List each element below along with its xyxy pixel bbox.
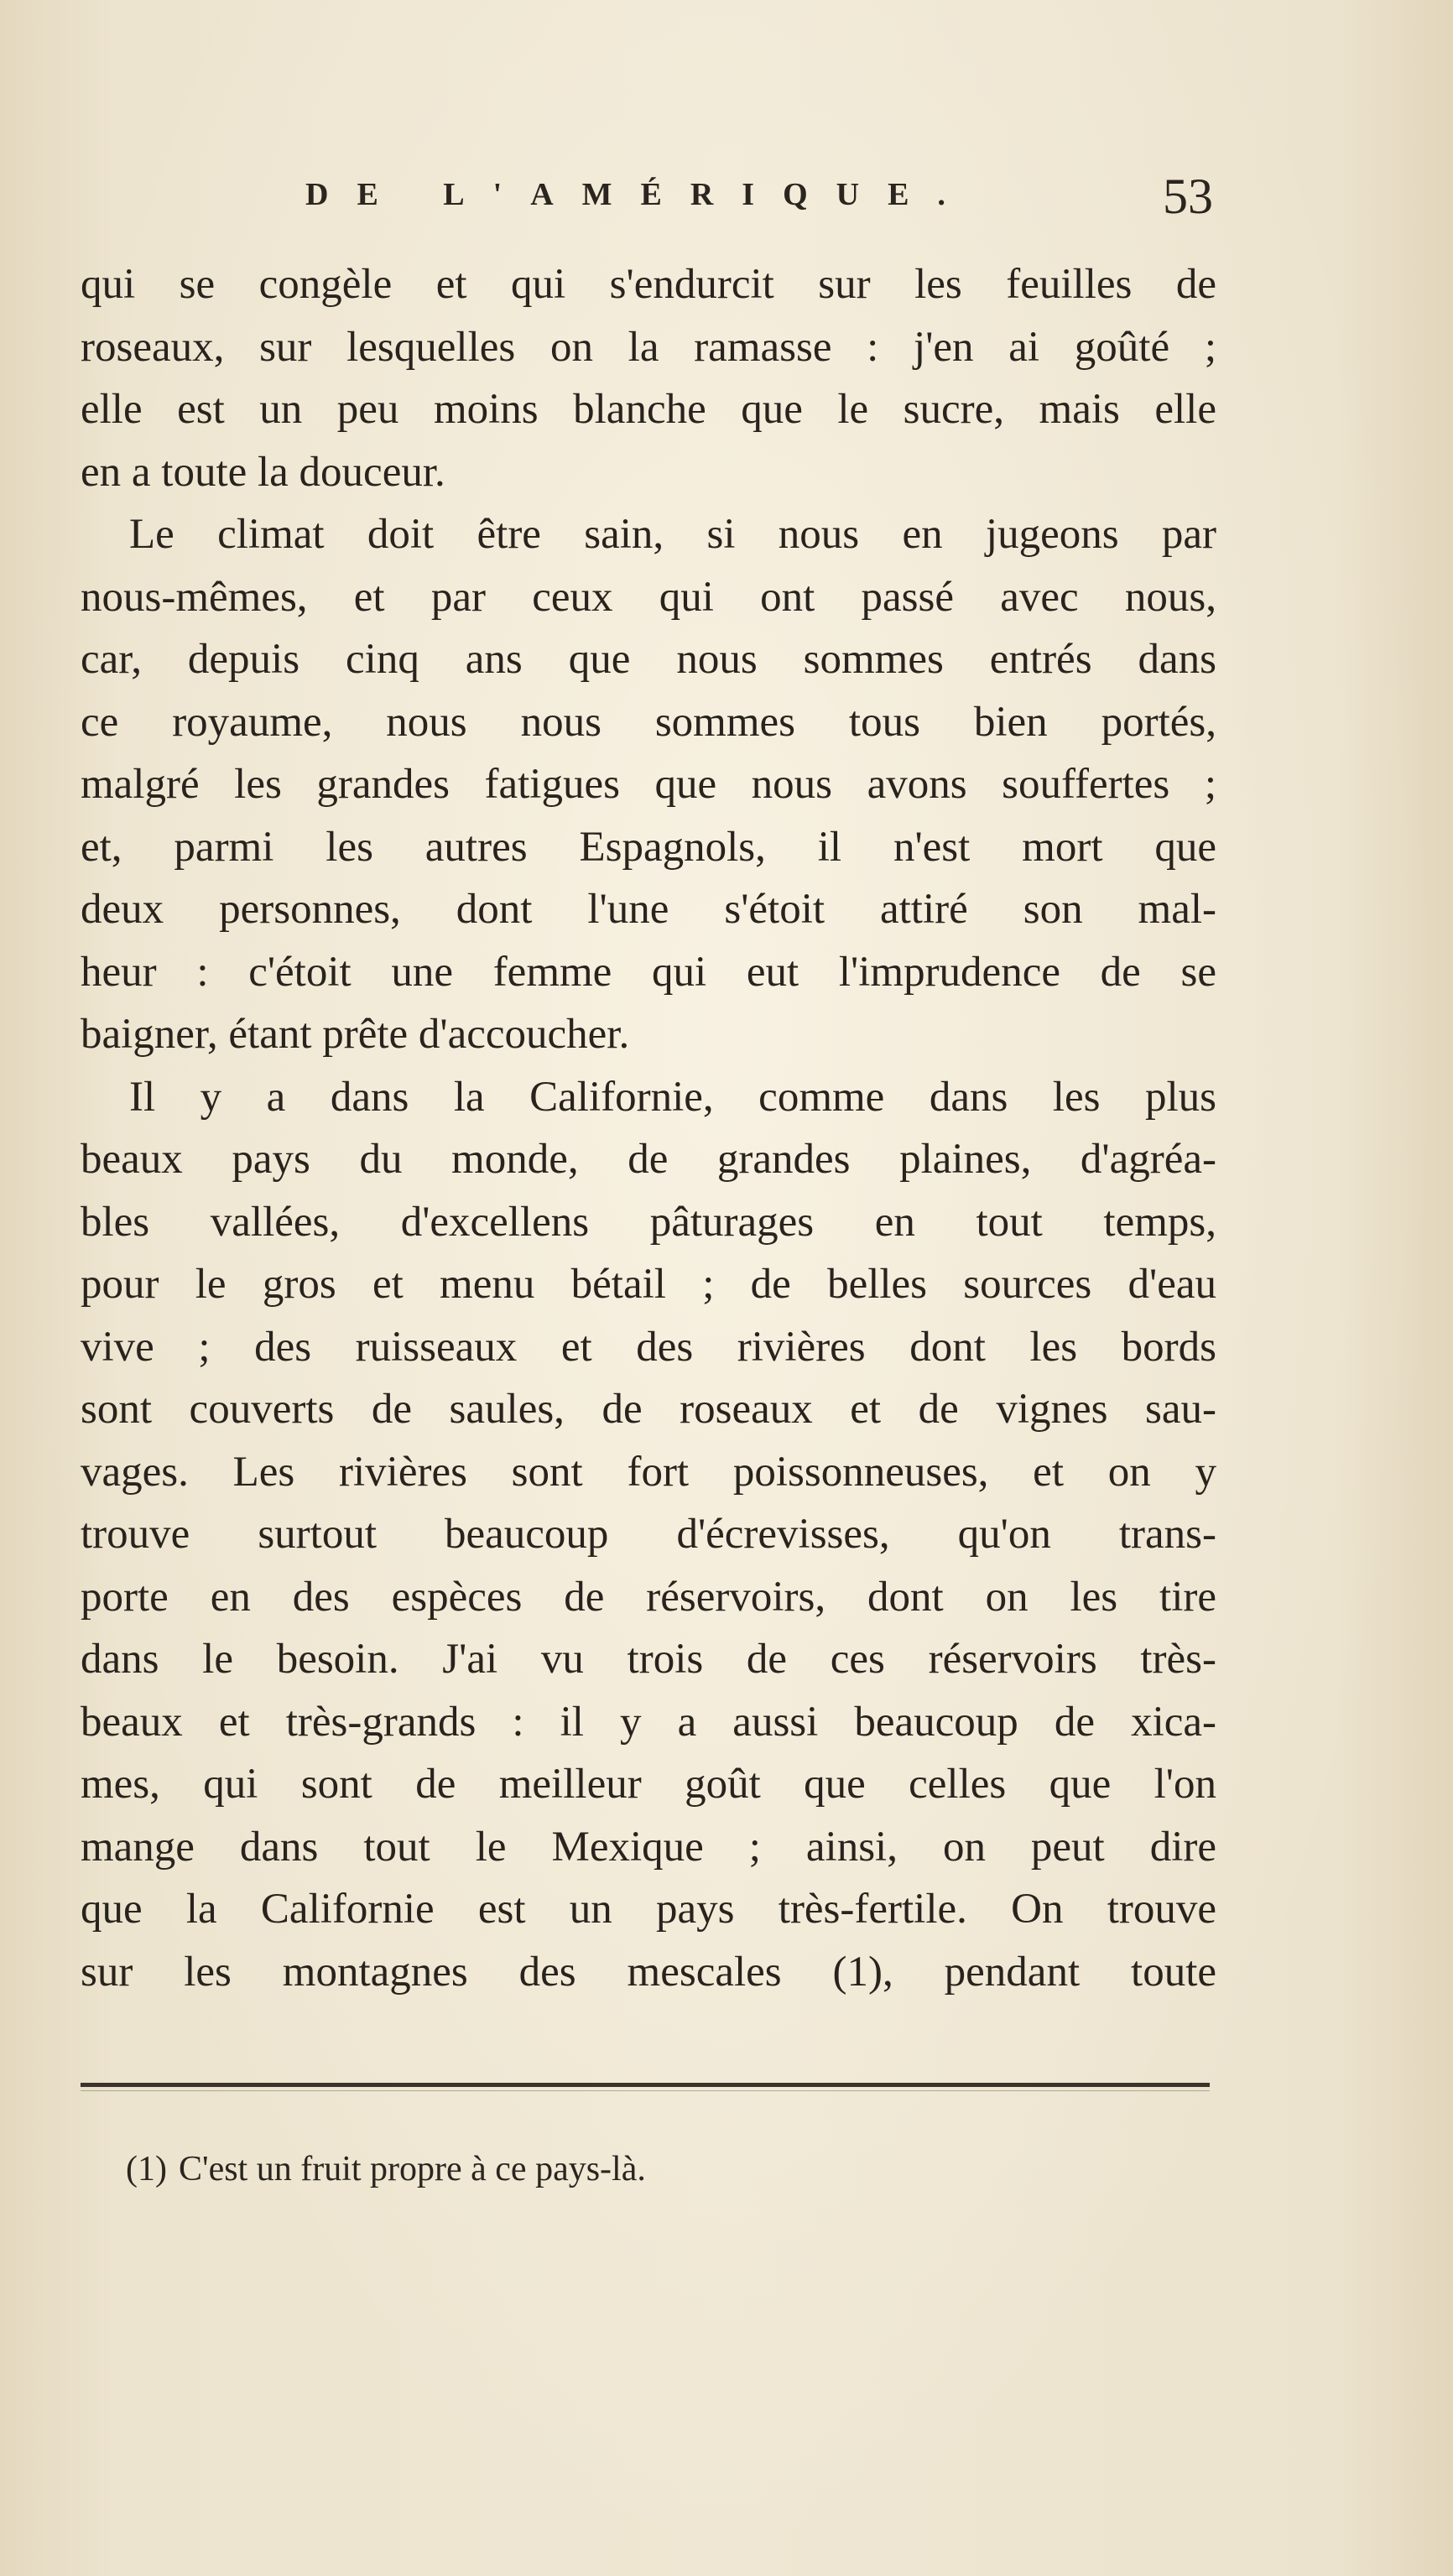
footnote-divider-shadow bbox=[81, 2090, 1210, 2091]
footnote-mark: (1) bbox=[126, 2150, 167, 2188]
text-line: porte en des espèces de réservoirs, dont on les tire bbox=[81, 1573, 1216, 1621]
footnote-divider bbox=[81, 2083, 1210, 2087]
text-line: vive ; des ruisseaux et des rivières dont les bords bbox=[81, 1323, 1216, 1371]
text-line: sur les montagnes des mescales (1), pendant toute bbox=[81, 1948, 1216, 1996]
text-line: beaux et très-grands : il y a aussi beaucoup de xica- bbox=[81, 1698, 1216, 1746]
body-text bbox=[81, 253, 1216, 2003]
text-line: baigner, étant prête d'accoucher. bbox=[81, 1011, 630, 1058]
text-line: beaux pays du monde, de grandes plaines, d'agréa- bbox=[81, 1136, 1216, 1183]
text-line: Le climat doit être sain, si nous en jugeons par bbox=[129, 511, 1216, 558]
text-line: Il y a dans la Californie, comme dans les plus bbox=[129, 1073, 1216, 1121]
text-line: et, parmi les autres Espagnols, il n'est mort que bbox=[81, 823, 1216, 871]
text-line: ce royaume, nous nous sommes tous bien portés, bbox=[81, 698, 1216, 746]
text-line: bles vallées, d'excellens pâturages en tout temps, bbox=[81, 1198, 1216, 1246]
page-header bbox=[81, 168, 1216, 228]
text-line: deux personnes, dont l'une s'étoit attiré son mal- bbox=[81, 886, 1216, 933]
text-line: dans le besoin. J'ai vu trois de ces réservoirs très- bbox=[81, 1636, 1216, 1683]
text-line: trouve surtout beaucoup d'écrevisses, qu'on trans- bbox=[81, 1511, 1216, 1558]
text-line: roseaux, sur lesquelles on la ramasse : j'en ai goûté ; bbox=[81, 323, 1216, 371]
text-line: car, depuis cinq ans que nous sommes entrés dans bbox=[81, 636, 1216, 683]
text-line: qui se congèle et qui s'endurcit sur les feuilles de bbox=[81, 261, 1216, 308]
page-number: 53 bbox=[1163, 169, 1213, 224]
text-line: sont couverts de saules, de roseaux et de vignes sau- bbox=[81, 1386, 1216, 1433]
running-title: DE L'AMÉRIQUE. bbox=[305, 177, 974, 212]
text-line: heur : c'étoit une femme qui eut l'imprudence de se bbox=[81, 948, 1216, 996]
text-line: mes, qui sont de meilleur goût que celles que l'on bbox=[81, 1761, 1216, 1808]
text-line: en a toute la douceur. bbox=[81, 448, 445, 496]
text-line: elle est un peu moins blanche que le sucre, mais elle bbox=[81, 386, 1216, 433]
text-line: pour le gros et menu bétail ; de belles sources d'eau bbox=[81, 1261, 1216, 1308]
text-line: nous-mêmes, et par ceux qui ont passé avec nous, bbox=[81, 573, 1216, 621]
footnote-text: C'est un fruit propre à ce pays-là. bbox=[178, 2150, 646, 2188]
text-line: vages. Les rivières sont fort poissonneuses, et on y bbox=[81, 1448, 1216, 1496]
footnote bbox=[126, 2149, 646, 2189]
text-line: malgré les grandes fatigues que nous avons souffertes ; bbox=[81, 761, 1216, 808]
text-line: mange dans tout le Mexique ; ainsi, on peut dire bbox=[81, 1823, 1216, 1871]
text-line: que la Californie est un pays très-fertile. On trouve bbox=[81, 1886, 1216, 1933]
